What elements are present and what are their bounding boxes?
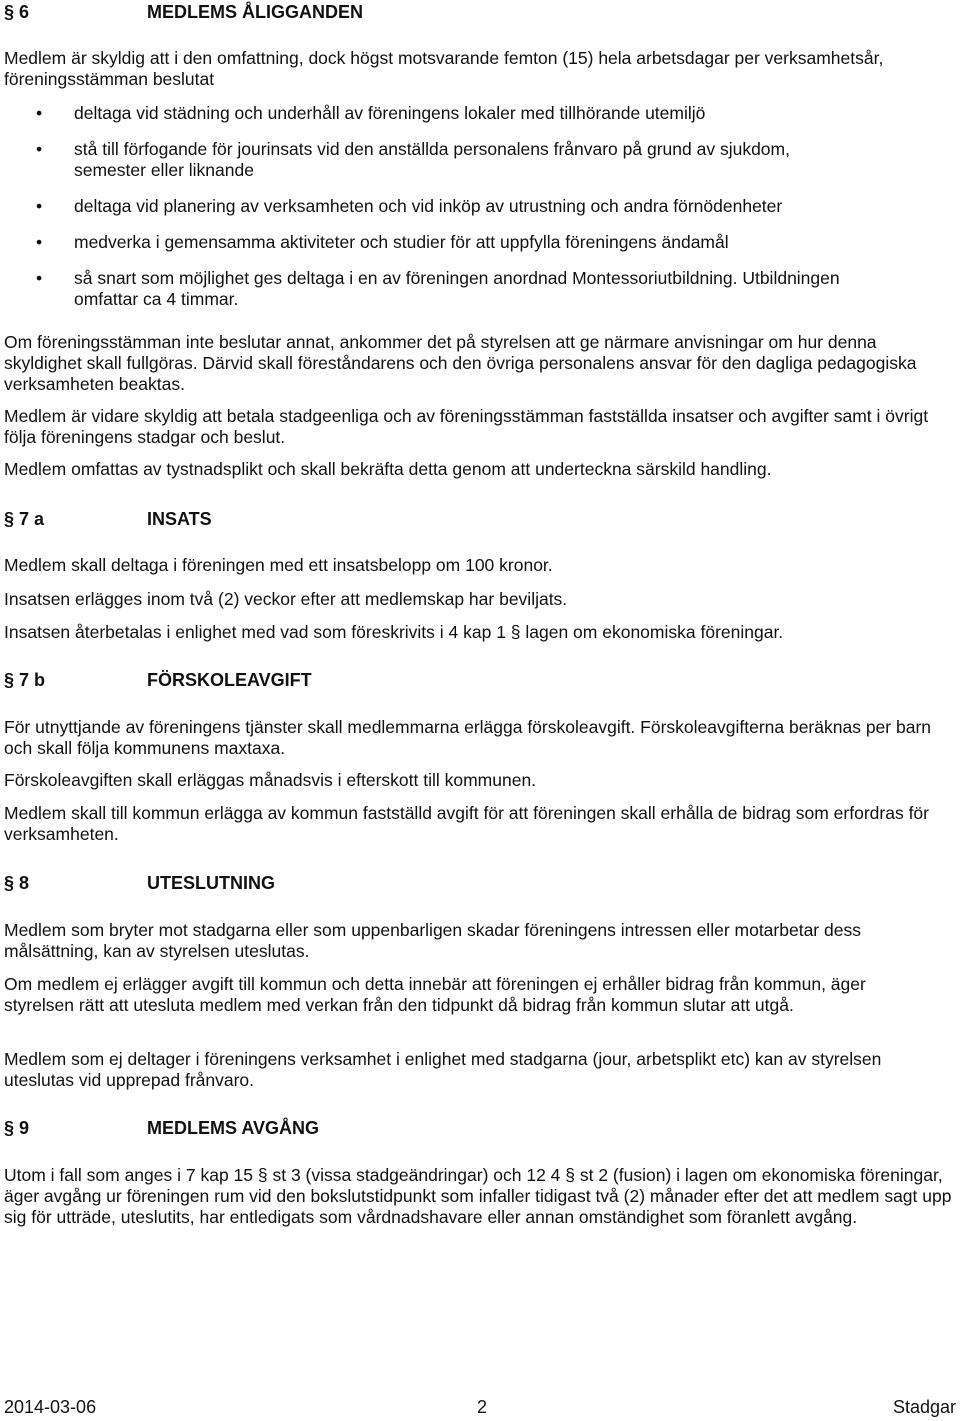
section-7a-number bbox=[4, 509, 147, 530]
section-6-bullets bbox=[4, 103, 934, 310]
section-9-paragraph-1: Utom i fall som anges i 7 kap 15 § st 3 (vissa stadgeändringar) och 12 4 § st 2 (fusion) i lagen om ekonomiska föreningar, äger avgång ur föreningen rum vid den bokslutstidpunkt som infaller tidigast två (2) månader efter det att medlem sagt upp sig för utträde, uteslutits, har entledigats som vårdnadshavare eller annan omständighet som föranlett avgång. bbox=[4, 1165, 952, 1227]
section-6-paragraph-2: Medlem är vidare skyldig att betala stadgeenliga och av föreningsstämman fastställda insatser och avgifter samt i övrigt följa föreningens stadgar och beslut. bbox=[4, 406, 929, 447]
section-7a-heading bbox=[4, 509, 212, 530]
bullet-item: • deltaga vid städning och underhåll av föreningens lokaler med tillhörande utemiljö bbox=[4, 103, 934, 124]
section-number: 8 bbox=[19, 873, 30, 893]
section-7a-paragraph-1: Medlem skall deltaga i föreningen med ett insatsbelopp om 100 kronor. bbox=[4, 555, 553, 575]
section-7a-paragraph-3: Insatsen återbetalas i enlighet med vad som föreskrivits i 4 kap 1 § lagen om ekonomiska föreningar. bbox=[4, 622, 784, 642]
bullet-item: • stå till förfogande för jourinsats vid den anställda personalens frånvaro på grund av sjukdom, semester eller liknande bbox=[4, 139, 864, 181]
section-6-title: MEDLEMS ÅLIGGANDEN bbox=[147, 2, 363, 22]
section-8-paragraph-3: Medlem som ej deltager i föreningens verksamhet i enlighet med stadgarna (jour, arbetsplikt etc) kan av styrelsen uteslutas vid upprepad frånvaro. bbox=[4, 1049, 882, 1090]
section-symbol: § bbox=[4, 873, 15, 893]
section-symbol: § bbox=[4, 2, 15, 22]
section-7a-title: INSATS bbox=[147, 509, 212, 529]
section-6-paragraph-3: Medlem omfattas av tystnadsplikt och skall bekräfta detta genom att underteckna särskild handling. bbox=[4, 459, 772, 479]
section-9-title: MEDLEMS AVGÅNG bbox=[147, 1118, 320, 1138]
section-9-heading bbox=[4, 1118, 319, 1139]
footer-date: 2014-03-06 bbox=[4, 1397, 97, 1417]
section-7b-heading bbox=[4, 670, 312, 691]
section-7b-title: FÖRSKOLEAVGIFT bbox=[147, 670, 312, 690]
section-9-number bbox=[4, 1118, 147, 1139]
section-6-paragraph-1: Om föreningsstämman inte beslutar annat, ankommer det på styrelsen att ge närmare anvisningar om hur denna skyldighet skall fullgöras. Därvid skall föreståndarens och den övriga personalens ansvar för den dagliga pedagogiska verksamheten beaktas. bbox=[4, 332, 917, 394]
section-6-heading bbox=[4, 2, 363, 23]
section-number: 7 a bbox=[19, 509, 45, 529]
section-7b-paragraph-1: För utnyttjande av föreningens tjänster skall medlemmarna erlägga förskoleavgift. Förskoleavgifterna beräknas per barn och skall följa kommunens maxtaxa. bbox=[4, 717, 932, 758]
section-number: 9 bbox=[19, 1118, 30, 1138]
section-7b-number bbox=[4, 670, 147, 691]
bullet-item: • så snart som möjlighet ges deltaga i en av föreningen anordnad Montessoriutbildning. Utbildningen omfattar ca 4 timmar. bbox=[4, 268, 874, 310]
footer-page-number: 2 bbox=[477, 1397, 488, 1417]
bullet-item: • deltaga vid planering av verksamheten och vid inköp av utrustning och andra förnödenheter bbox=[4, 196, 934, 217]
section-7b-paragraph-3: Medlem skall till kommun erlägga av kommun fastställd avgift för att föreningen skall erhålla de bidrag som erfordras för verksamheten. bbox=[4, 803, 929, 844]
section-8-heading bbox=[4, 873, 275, 894]
footer-document-name: Stadgar bbox=[892, 1397, 956, 1417]
section-8-paragraph-2: Om medlem ej erlägger avgift till kommun och detta innebär att föreningen ej erhåller bidrag från kommun, äger styrelsen rätt att utesluta medlem med verkan från den tidpunkt då bidrag från kommun slutar att utgå. bbox=[4, 974, 866, 1015]
section-7b-paragraph-2: Förskoleavgiften skall erläggas månadsvis i efterskott till kommunen. bbox=[4, 770, 537, 790]
section-symbol: § bbox=[4, 509, 15, 529]
section-number: 7 b bbox=[19, 670, 46, 690]
bullet-item: • medverka i gemensamma aktiviteter och studier för att uppfylla föreningens ändamål bbox=[4, 232, 934, 253]
page-footer bbox=[4, 1397, 956, 1421]
section-8-title: UTESLUTNING bbox=[147, 873, 275, 893]
section-symbol: § bbox=[4, 670, 15, 690]
section-6-number bbox=[4, 2, 147, 23]
section-8-number bbox=[4, 873, 147, 894]
section-8-paragraph-1: Medlem som bryter mot stadgarna eller som uppenbarligen skadar föreningens intressen eller motarbetar dess målsättning, kan av styrelsen uteslutas. bbox=[4, 920, 861, 961]
section-7a-paragraph-2: Insatsen erlägges inom två (2) veckor efter att medlemskap har beviljats. bbox=[4, 589, 568, 609]
section-number: 6 bbox=[19, 2, 30, 22]
section-6-intro: Medlem är skyldig att i den omfattning, dock högst motsvarande femton (15) hela arbetsdagar per verksamhetsår, föreningsstämman beslutat bbox=[4, 48, 884, 89]
section-symbol: § bbox=[4, 1118, 15, 1138]
